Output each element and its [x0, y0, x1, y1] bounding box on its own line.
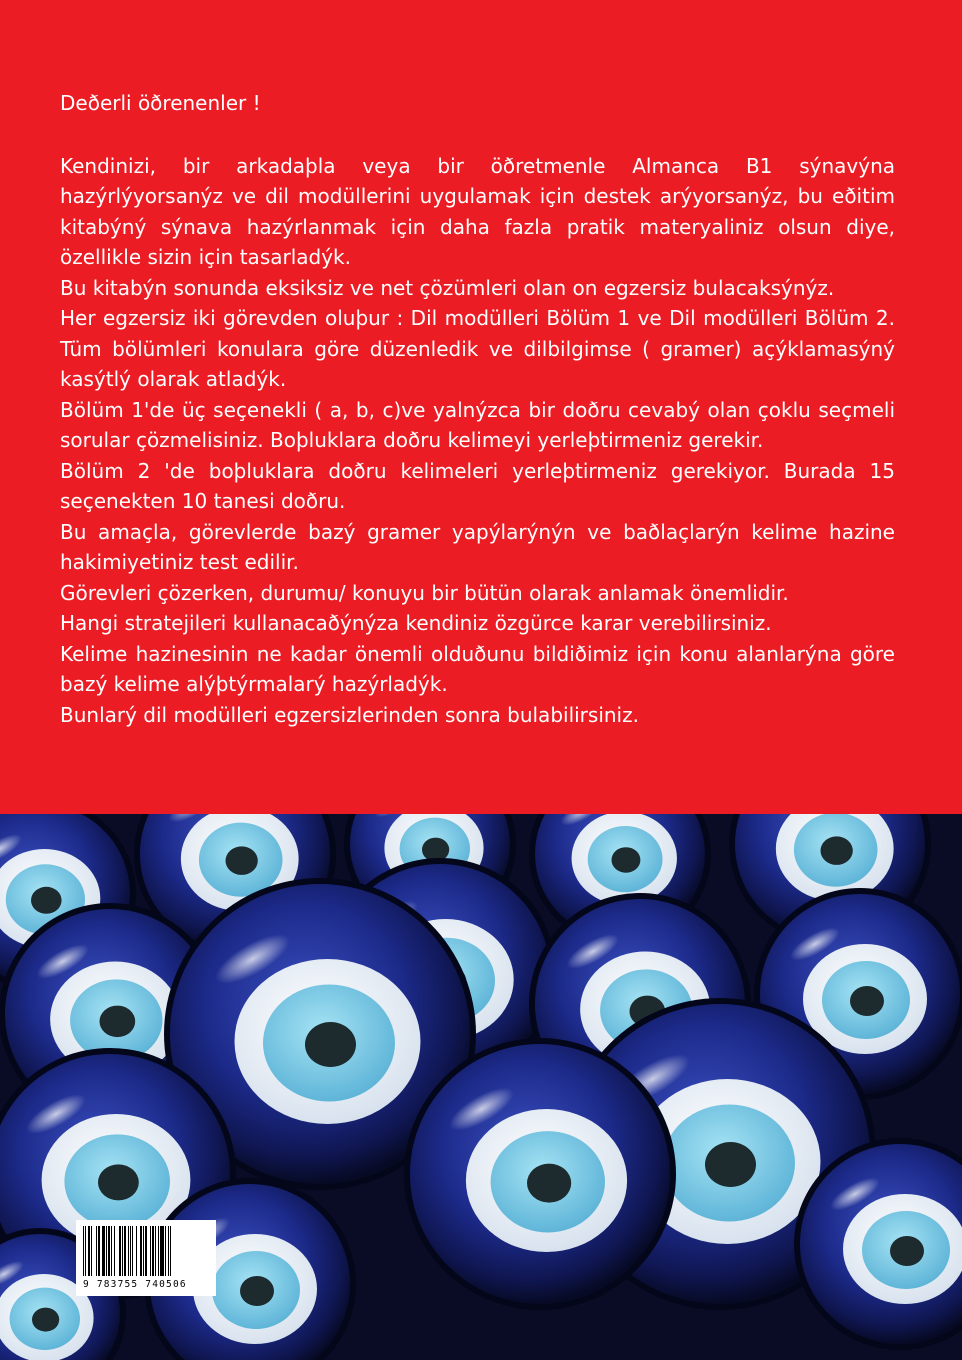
back-cover-text [60, 88, 895, 730]
paragraph: Kendinizi, bir arkadaþla veya bir öðretmenle Almanca B1 sýnavýna hazýrlýyorsanýz ve dil modüllerini uygulamak için destek arýyorsanýz, bu eðitim kitabýný sýnava hazýrlanmak için daha fazla pratik materyaliniz olsun diye, özellikle sizin için tasarladýk. [60, 153, 895, 269]
paragraph: Görevleri çözerken, durumu/ konuyu bir bütün olarak anlamak önemlidir. [60, 580, 789, 605]
greeting: Deðerli öðrenenler ! [60, 91, 261, 115]
paragraph: Bu kitabýn sonunda eksiksiz ve net çözümleri olan on egzersiz bulacaksýnýz. [60, 275, 835, 300]
paragraph: Hangi stratejileri kullanacaðýnýza kendiniz özgürce karar verebilirsiniz. [60, 611, 772, 635]
paragraph: Bölüm 2 'de boþluklara doðru kelimeleri yerleþtirmeniz gerekiyor. Burada 15 seçenekten 10 tanesi doðru. [60, 458, 895, 513]
barcode-bars [83, 1226, 209, 1276]
paragraph: Bölüm 1'de üç seçenekli ( a, b, c)ve yalnýzca bir doðru cevabý olan çoklu seçmeli sorular çözmelisiniz. Boþluklara doðru kelimeyi yerleþtirmeniz gerekir. [60, 397, 895, 452]
barcode-digits: 9 783755 740506 [83, 1279, 187, 1290]
paragraph: Bunlarý dil modülleri egzersizlerinden sonra bulabilirsiniz. [60, 702, 639, 727]
paragraph: Bu amaçla, görevlerde bazý gramer yapýlarýnýn ve baðlaçlarýn kelime hazine hakimiyetiniz test edilir. [60, 519, 895, 574]
isbn-barcode [76, 1220, 216, 1296]
evil-eye-bead [404, 1038, 676, 1310]
paragraph: Kelime hazinesinin ne kadar önemli olduðunu bildiðimiz için konu alanlarýna göre bazý kelime alýþtýrmalarý hazýrladýk. [60, 641, 895, 696]
paragraph: Her egzersiz iki görevden oluþur : Dil modülleri Bölüm 1 ve Dil modülleri Bölüm 2. Tüm bölümleri konulara göre düzenledik ve dilbilgimse ( gramer) açýklamasýný kasýtlý olarak atladýk. [60, 306, 895, 391]
